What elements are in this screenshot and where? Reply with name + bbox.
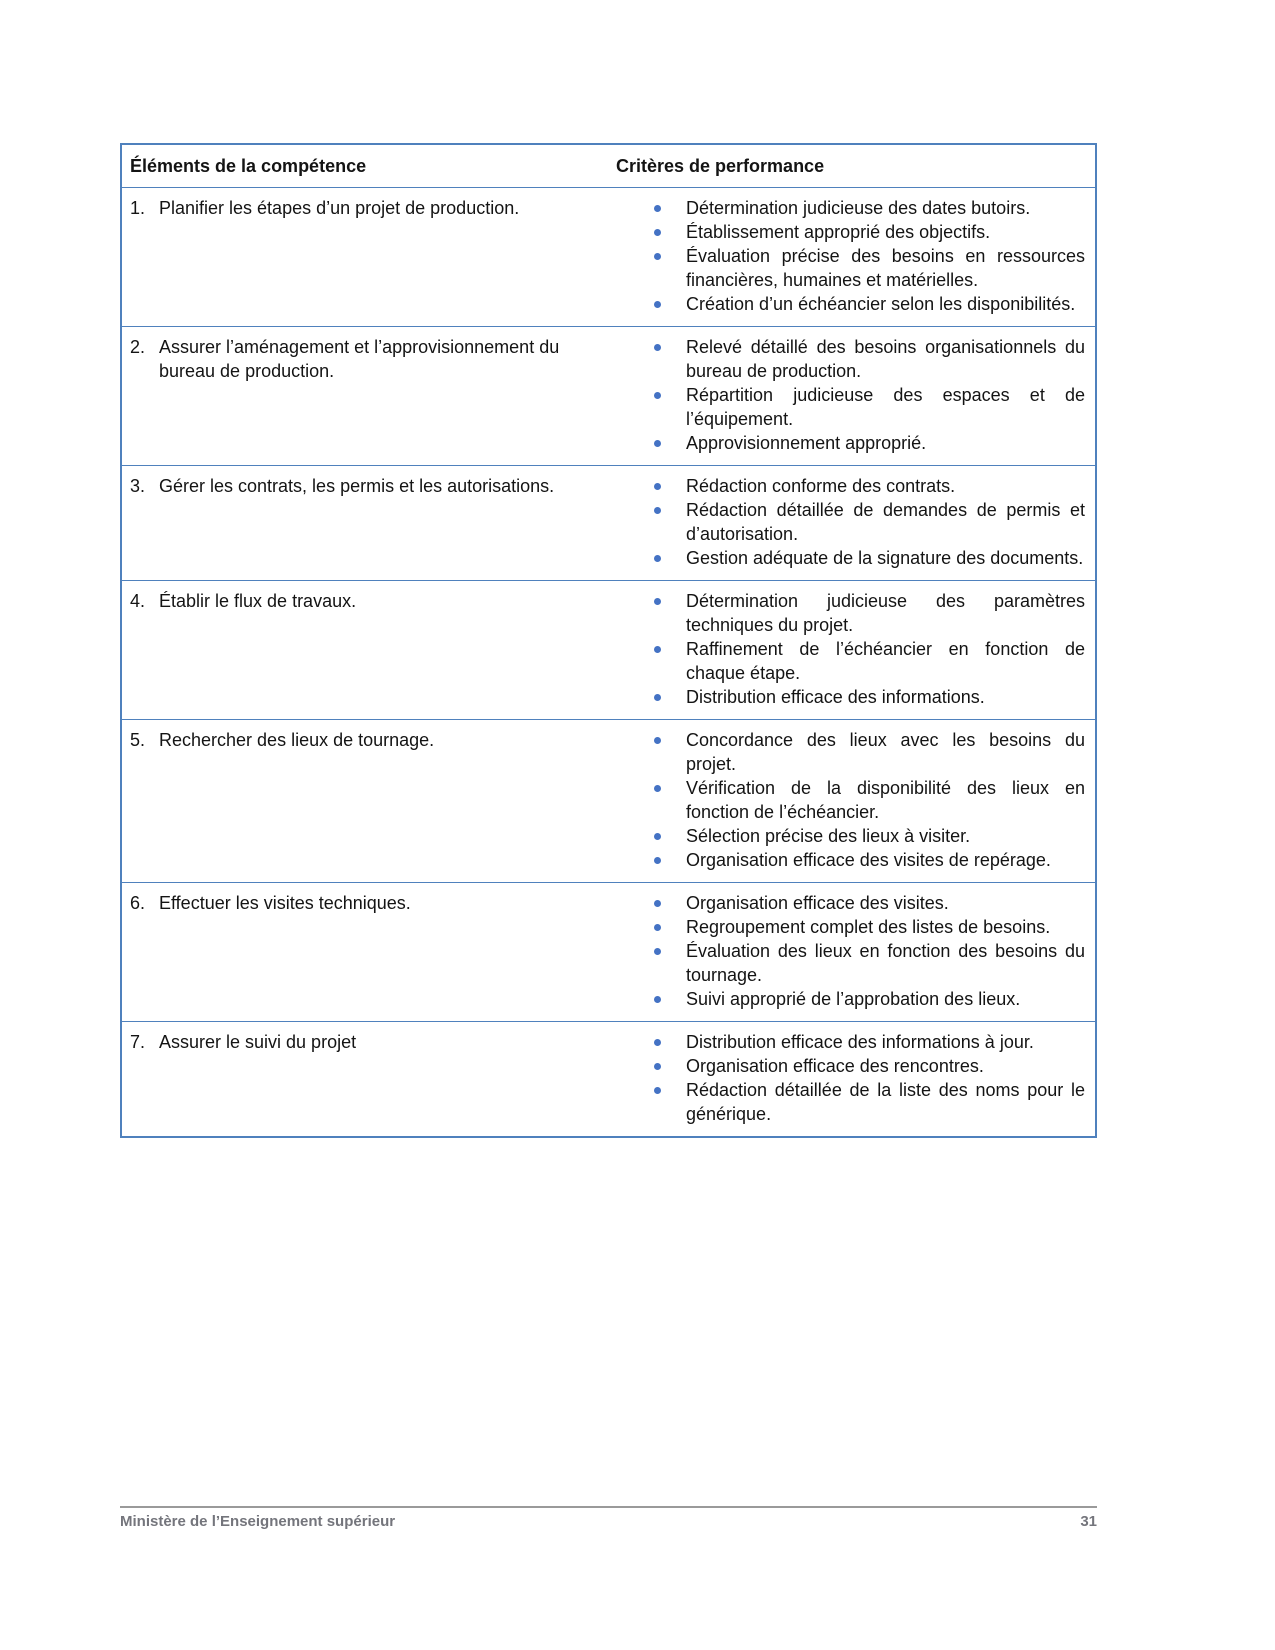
element-number: 3. — [130, 476, 146, 496]
element-number: 4. — [130, 591, 146, 611]
criterion-item — [616, 824, 1085, 848]
criterion-text: Distribution efficace des informations. — [686, 687, 985, 707]
table-row — [122, 580, 1095, 719]
criterion-item — [616, 1078, 1085, 1126]
element-number: 6. — [130, 893, 146, 913]
element-number: 5. — [130, 730, 146, 750]
element-number: 2. — [130, 337, 146, 357]
element-number: 7. — [130, 1032, 146, 1052]
bullet-icon — [654, 392, 661, 399]
criteria-list — [616, 196, 1085, 316]
bullet-icon — [654, 924, 661, 931]
criteria-list — [616, 589, 1085, 709]
bullet-icon — [654, 737, 661, 744]
bullet-icon — [654, 301, 661, 308]
criterion-item — [616, 728, 1085, 776]
bullet-icon — [654, 483, 661, 490]
criterion-text: Détermination judicieuse des dates butoirs. — [686, 198, 1031, 218]
criterion-item — [616, 848, 1085, 872]
criterion-item — [616, 244, 1085, 292]
table-row — [122, 1021, 1095, 1136]
criterion-text: Relevé détaillé des besoins organisationnels du bureau de production. — [686, 337, 1085, 381]
criterion-item — [616, 383, 1085, 431]
criterion-text: Rédaction conforme des contrats. — [686, 476, 956, 496]
criteria-list — [616, 474, 1085, 570]
element-text: Rechercher des lieux de tournage. — [159, 730, 435, 750]
element-cell — [122, 1022, 616, 1136]
bullet-icon — [654, 833, 661, 840]
criterion-item — [616, 637, 1085, 685]
footer-page-number: 31 — [1080, 1513, 1097, 1530]
bullet-icon — [654, 900, 661, 907]
criterion-text: Distribution efficace des informations à jour. — [686, 1032, 1034, 1052]
criteria-cell — [616, 883, 1095, 1021]
criterion-item — [616, 891, 1085, 915]
bullet-icon — [654, 996, 661, 1003]
bullet-icon — [654, 205, 661, 212]
competence-table — [120, 143, 1097, 1138]
criteria-cell — [616, 188, 1095, 326]
criterion-text: Répartition judicieuse des espaces et de l’équipement. — [686, 385, 1085, 429]
criteria-list — [616, 335, 1085, 455]
criterion-text: Regroupement complet des listes de besoins. — [686, 917, 1051, 937]
bullet-icon — [654, 440, 661, 447]
criterion-item — [616, 1054, 1085, 1078]
element-text: Établir le flux de travaux. — [159, 591, 357, 611]
criterion-item — [616, 431, 1085, 455]
element-cell — [122, 327, 616, 465]
bullet-icon — [654, 857, 661, 864]
table-header-row — [122, 145, 1095, 188]
bullet-icon — [654, 229, 661, 236]
criterion-text: Approvisionnement approprié. — [686, 433, 927, 453]
element-cell — [122, 581, 616, 719]
table-body — [122, 188, 1095, 1136]
criteria-cell — [616, 1022, 1095, 1136]
criterion-text: Concordance des lieux avec les besoins du projet. — [686, 730, 1085, 774]
header-criteres-performance: Critères de performance — [616, 156, 825, 176]
element-cell — [122, 720, 616, 882]
element-number: 1. — [130, 198, 146, 218]
criterion-item — [616, 1030, 1085, 1054]
element-text: Planifier les étapes d’un projet de production. — [159, 198, 520, 218]
criterion-item — [616, 915, 1085, 939]
bullet-icon — [654, 785, 661, 792]
page-footer — [120, 1506, 1097, 1530]
bullet-icon — [654, 1087, 661, 1094]
criterion-text: Création d’un échéancier selon les disponibilités. — [686, 294, 1076, 314]
criterion-text: Rédaction détaillée de demandes de permis et d’autorisation. — [686, 500, 1085, 544]
table-row — [122, 188, 1095, 326]
criterion-item — [616, 220, 1085, 244]
criterion-text: Établissement approprié des objectifs. — [686, 222, 991, 242]
criterion-item — [616, 589, 1085, 637]
criterion-text: Sélection précise des lieux à visiter. — [686, 826, 971, 846]
criteria-cell — [616, 466, 1095, 580]
criterion-text: Vérification de la disponibilité des lieux en fonction de l’échéancier. — [686, 778, 1085, 822]
criterion-item — [616, 196, 1085, 220]
footer-ministry-text: Ministère de l’Enseignement supérieur — [120, 1513, 396, 1530]
element-text: Effectuer les visites techniques. — [159, 893, 411, 913]
criterion-text: Détermination judicieuse des paramètres techniques du projet. — [686, 591, 1085, 635]
element-text: Assurer le suivi du projet — [159, 1032, 357, 1052]
element-cell — [122, 466, 616, 580]
bullet-icon — [654, 646, 661, 653]
bullet-icon — [654, 555, 661, 562]
bullet-icon — [654, 948, 661, 955]
criterion-text: Gestion adéquate de la signature des documents. — [686, 548, 1084, 568]
criterion-item — [616, 498, 1085, 546]
element-text: Assurer l’aménagement et l’approvisionnement du bureau de production. — [159, 337, 560, 381]
criterion-item — [616, 335, 1085, 383]
criteria-list — [616, 891, 1085, 1011]
criterion-item — [616, 546, 1085, 570]
bullet-icon — [654, 598, 661, 605]
header-elements-competence: Éléments de la compétence — [130, 156, 367, 176]
element-text: Gérer les contrats, les permis et les autorisations. — [159, 476, 555, 496]
bullet-icon — [654, 1063, 661, 1070]
criterion-text: Suivi approprié de l’approbation des lieux. — [686, 989, 1021, 1009]
criteria-cell — [616, 581, 1095, 719]
criterion-text: Organisation efficace des rencontres. — [686, 1056, 984, 1076]
criteria-cell — [616, 720, 1095, 882]
bullet-icon — [654, 344, 661, 351]
table-row — [122, 882, 1095, 1021]
criterion-text: Évaluation précise des besoins en ressources financières, humaines et matérielles. — [686, 246, 1085, 290]
criteria-list — [616, 728, 1085, 872]
criterion-item — [616, 939, 1085, 987]
criterion-text: Organisation efficace des visites de repérage. — [686, 850, 1051, 870]
bullet-icon — [654, 1039, 661, 1046]
element-cell — [122, 188, 616, 326]
table-row — [122, 465, 1095, 580]
criterion-text: Raffinement de l’échéancier en fonction de chaque étape. — [686, 639, 1085, 683]
criterion-text: Évaluation des lieux en fonction des besoins du tournage. — [686, 941, 1085, 985]
criterion-item — [616, 776, 1085, 824]
criterion-text: Organisation efficace des visites. — [686, 893, 949, 913]
criterion-item — [616, 474, 1085, 498]
criterion-item — [616, 685, 1085, 709]
element-cell — [122, 883, 616, 1021]
bullet-icon — [654, 253, 661, 260]
criteria-list — [616, 1030, 1085, 1126]
criteria-cell — [616, 327, 1095, 465]
table-row — [122, 326, 1095, 465]
criterion-item — [616, 292, 1085, 316]
bullet-icon — [654, 507, 661, 514]
bullet-icon — [654, 694, 661, 701]
criterion-item — [616, 987, 1085, 1011]
criterion-text: Rédaction détaillée de la liste des noms pour le générique. — [686, 1080, 1085, 1124]
table-row — [122, 719, 1095, 882]
